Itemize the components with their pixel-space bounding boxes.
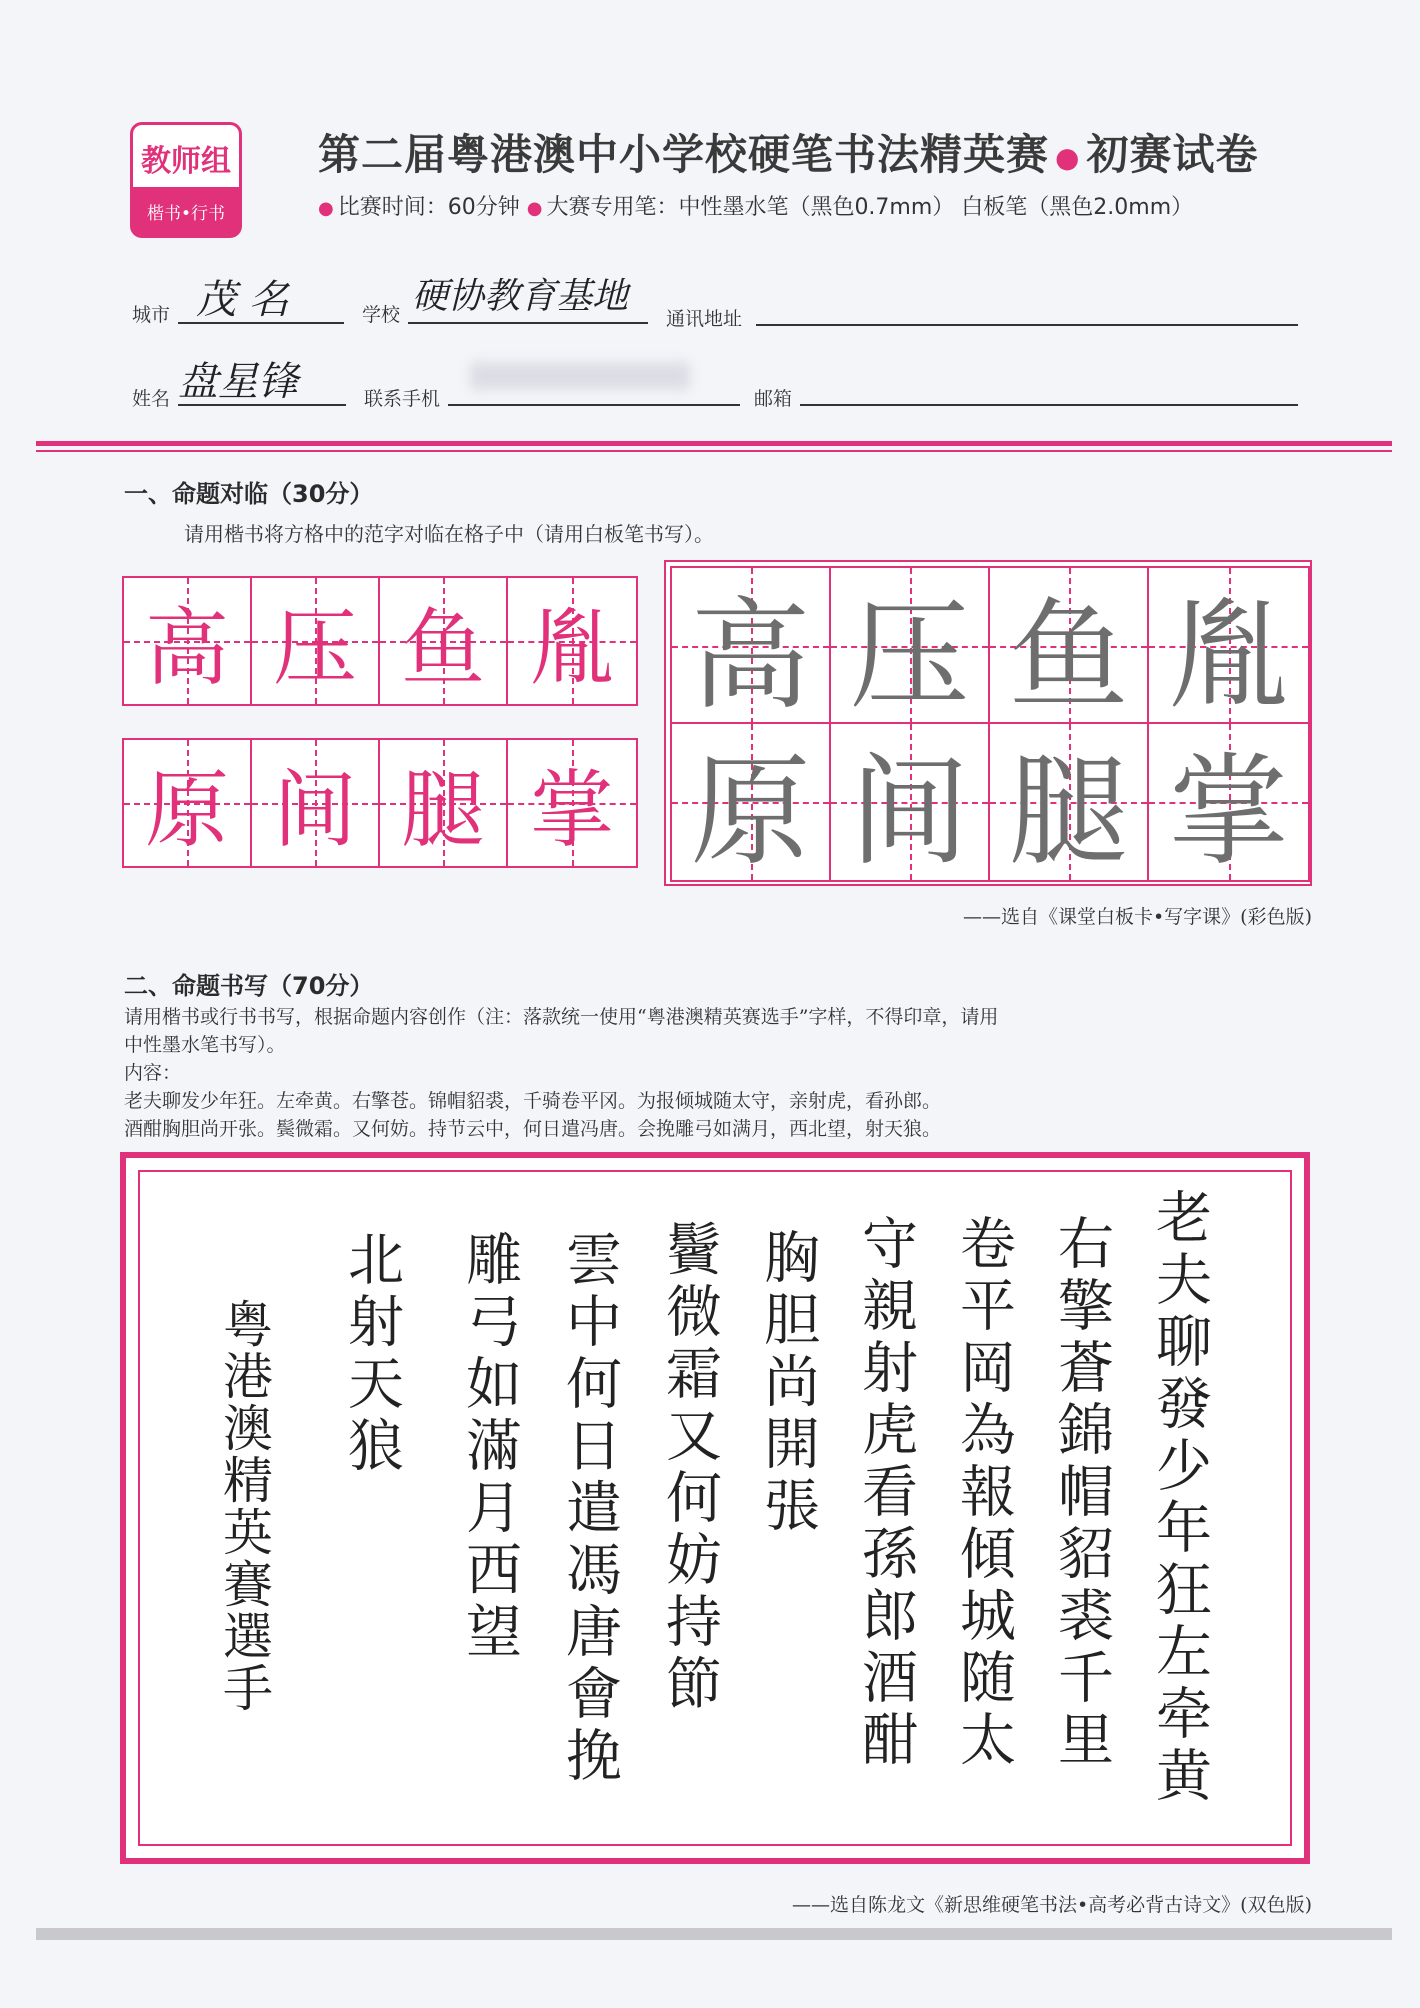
content-line-2: 酒酣胸胆尚开张。鬓微霜。又何妨。持节云中，何日遣冯唐。会挽雕弓如满月，西北望，射天狼。 — [124, 1118, 942, 1140]
badge-group-label: 教师组 — [141, 144, 231, 179]
school-line — [408, 322, 648, 324]
section2-instruction-2: 中性墨水笔书写）。 — [124, 1034, 286, 1056]
practice-cell[interactable]: 原 — [124, 740, 252, 866]
model-grid-row1 — [670, 566, 1310, 724]
model-cell: 间 — [831, 724, 990, 880]
bullet-icon: ● — [318, 198, 334, 219]
practice-cell[interactable]: 胤 — [508, 578, 636, 704]
name-label: 姓名 — [132, 388, 171, 410]
handwritten-column: 老夫聊發少年狂左牵黄 — [1147, 1188, 1212, 1808]
phone-field[interactable] — [448, 404, 740, 406]
title-main: 第二届粤港澳中小学校硬笔书法精英赛 — [318, 130, 1050, 179]
handwritten-column: 雲中何日遣馮唐會挽 — [557, 1230, 622, 1788]
practice-cell[interactable]: 间 — [252, 740, 380, 866]
school-label: 学校 — [362, 304, 401, 326]
bullet-icon: ● — [526, 198, 543, 219]
model-grid-row2 — [670, 722, 1310, 882]
address-field[interactable] — [756, 324, 1298, 326]
exam-info — [318, 190, 1193, 221]
practice-cell[interactable]: 高 — [124, 578, 252, 704]
section2-credit: ——选自陈龙文《新思维硬笔书法•高考必背古诗文》(双色版) — [791, 1894, 1312, 1916]
section2-instruction-1: 请用楷书或行书书写，根据命题内容创作（注：落款统一使用“粤港澳精英赛选手”字样，不得印章，请用 — [124, 1006, 999, 1028]
page-title — [318, 122, 1258, 182]
handwritten-column: 守親射虎看孫郎酒酣 — [853, 1214, 918, 1772]
badge-styles-label: 楷书•行书 — [133, 187, 239, 235]
model-cell: 高 — [672, 568, 831, 724]
practice-cell[interactable]: 掌 — [508, 740, 636, 866]
group-badge — [130, 122, 242, 238]
model-cell: 原 — [672, 724, 831, 880]
model-cell: 胤 — [1149, 568, 1308, 724]
model-cell: 掌 — [1149, 724, 1308, 880]
time-info: 比赛时间：60分钟 — [337, 195, 520, 220]
separator — [36, 450, 1392, 452]
handwritten-column: 卷平岡為報傾城随太 — [951, 1214, 1016, 1772]
email-field[interactable] — [800, 404, 1298, 406]
title-tail: 初赛试卷 — [1086, 130, 1259, 179]
section2-heading: 二、命题书写（70分） — [124, 972, 374, 1000]
signature-column: 粤港澳精英賽選手 — [215, 1298, 273, 1714]
handwritten-column: 鬢微霜又何妨持節 — [657, 1220, 722, 1716]
phone-label: 联系手机 — [364, 388, 441, 410]
title-dot: ● — [1055, 141, 1081, 174]
section1-instruction: 请用楷书将方格中的范字对临在格子中（请用白板笔书写）。 — [184, 522, 714, 546]
section1-heading: 一、命题对临（30分） — [124, 480, 374, 508]
city-label: 城市 — [132, 304, 171, 326]
content-line-1: 老夫聊发少年狂。左牵黄。右擎苍。锦帽貂裘，千骑卷平冈。为报倾城随太守，亲射虎，看孙郎。 — [124, 1090, 942, 1112]
model-cell: 鱼 — [990, 568, 1149, 724]
practice-cell[interactable]: 压 — [252, 578, 380, 704]
handwritten-column: 北射天狼 — [339, 1230, 404, 1478]
city-value[interactable]: 茂 名 — [196, 277, 289, 323]
section1-credit: ——选自《课堂白板卡•写字课》(彩色版) — [962, 906, 1312, 928]
model-cell: 腿 — [990, 724, 1149, 880]
model-cell: 压 — [831, 568, 990, 724]
address-label: 通讯地址 — [666, 308, 743, 330]
practice-grid-row1[interactable] — [122, 576, 638, 706]
pen-info: 大赛专用笔：中性墨水笔（黑色0.7mm） 白板笔（黑色2.0mm） — [546, 195, 1194, 220]
content-label: 内容： — [124, 1062, 182, 1084]
phone-redacted — [470, 362, 690, 390]
handwritten-column: 胸胆尚開張 — [755, 1228, 820, 1538]
scan-edge — [36, 1928, 1392, 1940]
school-value[interactable]: 硬协教育基地 — [412, 276, 629, 317]
practice-grid-row2[interactable] — [122, 738, 638, 868]
practice-cell[interactable]: 腿 — [380, 740, 508, 866]
email-label: 邮箱 — [754, 388, 793, 410]
handwritten-column: 雕弓如滿月西望 — [457, 1230, 522, 1664]
practice-cell[interactable]: 鱼 — [380, 578, 508, 704]
handwritten-column: 右擎蒼錦帽貂裘千里 — [1049, 1214, 1114, 1772]
writing-frame[interactable] — [120, 1152, 1310, 1864]
name-value[interactable]: 盘星锋 — [178, 359, 298, 405]
separator — [36, 441, 1392, 446]
